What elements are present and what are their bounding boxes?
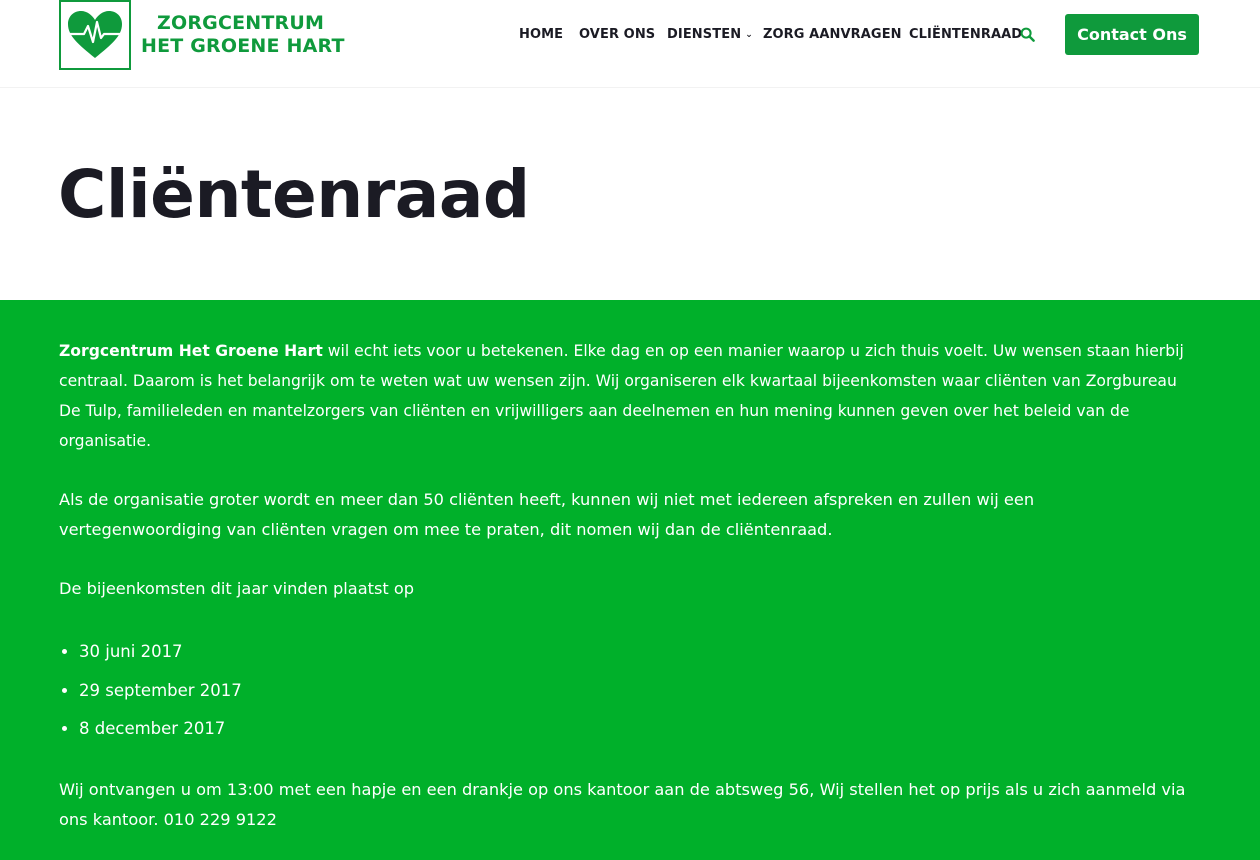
- nav-zorg-aanvragen[interactable]: ZORG AANVRAGEN: [763, 26, 902, 42]
- logo-text: [141, 12, 345, 58]
- intro-text: wil echt iets voor u betekenen. Elke dag en op een manier waarop u zich thuis voelt. Uw wensen staan hierbij centraal. Daarom is het belangrijk om te weten wat uw wensen zijn. Wij organiseren elk kwartaal bijeenkomsten waar cliënten van Zorgbureau De Tulp, familieleden en mantelzorgers van cliënten en vrijwilligers aan deelnemen en hun mening kunnen geven over het beleid van de organisatie.: [59, 342, 1184, 450]
- paragraph-bijeenkomsten: De bijeenkomsten dit jaar vinden plaatst op: [59, 579, 415, 598]
- heart-pulse-logo-icon: [59, 0, 131, 70]
- nav-over-ons[interactable]: OVER ONS: [579, 26, 656, 42]
- content-section: [0, 300, 1260, 860]
- list-item: • 8 december 2017: [79, 710, 1201, 749]
- list-item: • 30 juni 2017: [79, 633, 1201, 672]
- paragraph-clientenraad: Als de organisatie groter wordt en meer dan 50 cliënten heeft, kunnen wij niet met iedereen afspreken en zullen wij een vertegenwoordiging van cliënten vragen om mee te praten, dit nomen wij dan de cliëntenraad.: [59, 490, 1035, 539]
- search-icon[interactable]: [1020, 27, 1036, 43]
- paragraph-ontvangst: Wij ontvangen u om 13:00 met een hapje en een drankje op ons kantoor aan de abtsweg 56, Wij stellen het op prijs als u zich aanmeld via ons kantoor. 010 229 9122: [59, 779, 1186, 829]
- site-logo[interactable]: [59, 0, 345, 70]
- nav-diensten-label: DIENSTEN: [667, 26, 742, 42]
- logo-line-2: HET GROENE HART: [141, 35, 345, 57]
- intro-paragraph: [59, 336, 1201, 456]
- nav-clientenraad[interactable]: CLIËNTENRAAD: [909, 26, 1023, 42]
- nav-diensten[interactable]: [667, 27, 753, 42]
- chevron-down-icon: ⌄: [745, 29, 753, 40]
- site-header: [0, 0, 1260, 88]
- dates-list: [59, 633, 1201, 749]
- logo-line-1: ZORGCENTRUM: [157, 12, 325, 34]
- page-title: Cliëntenraad: [58, 156, 530, 233]
- intro-strong: Zorgcentrum Het Groene Hart: [59, 342, 323, 360]
- nav-home[interactable]: HOME: [519, 26, 564, 42]
- list-item: • 29 september 2017: [79, 672, 1201, 711]
- content-body: [59, 336, 1201, 835]
- contact-ons-button[interactable]: Contact Ons: [1065, 14, 1199, 55]
